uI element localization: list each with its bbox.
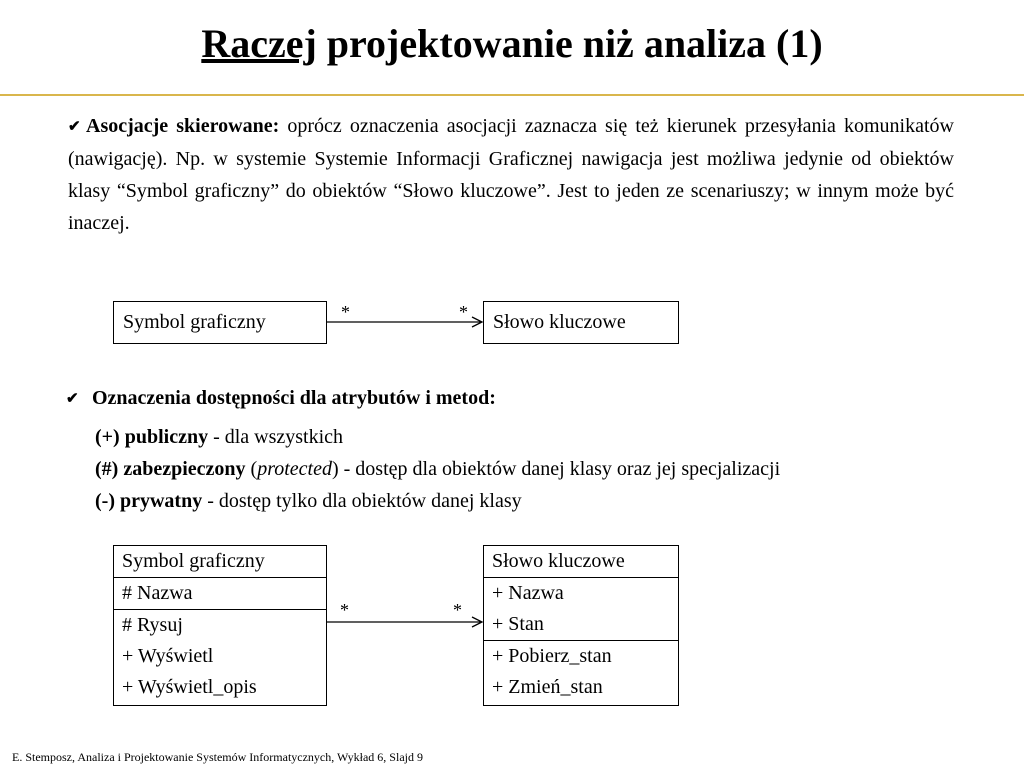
slide-title-rest: projektowanie niż analiza (1) — [316, 21, 823, 66]
private-symbol: (-) — [95, 490, 115, 512]
slide-title-underlined: Raczej — [201, 21, 317, 66]
private-desc: - dostęp tylko dla obiektów danej klasy — [202, 490, 522, 512]
association-arrow-1 — [327, 317, 482, 327]
slide-footer: E. Stemposz, Analiza i Projektowanie Systemów Informatycznych, Wykład 6, Slajd 9 — [12, 750, 423, 764]
protected-desc: ) - dostęp dla obiektów danej klasy oraz jej specjalizacji — [331, 458, 781, 480]
protected-symbol: (#) — [95, 458, 119, 480]
checkmark-icon: ✔ — [68, 119, 81, 135]
private-name: prywatny — [119, 490, 203, 512]
multiplicity-left: * — [341, 302, 350, 322]
class-name: Słowo kluczowe — [493, 311, 626, 333]
protected-name: zabezpieczony — [123, 458, 246, 480]
association-arrow-2 — [327, 617, 482, 627]
checkmark-icon: ✔ — [66, 391, 79, 407]
multiplicity-right: * — [453, 600, 462, 620]
uml-class-name: Symbol graficzny — [122, 550, 265, 572]
uml-method: # Rysuj — [122, 614, 183, 636]
uml-method: + Wyświetl — [122, 645, 214, 667]
multiplicity-right: * — [459, 302, 468, 322]
visibility-heading-text: Oznaczenia dostępności dla atrybutów i metod: — [92, 387, 496, 409]
uml-class-name: Słowo kluczowe — [492, 550, 625, 572]
uml-attribute: + Nazwa — [492, 582, 564, 604]
public-symbol: (+) — [95, 426, 120, 448]
uml-method: + Pobierz_stan — [492, 645, 612, 667]
uml-attribute: + Stan — [492, 613, 544, 635]
protected-paren: ( — [245, 458, 258, 480]
public-desc: - dla wszystkich — [208, 426, 344, 448]
multiplicity-left: * — [340, 600, 349, 620]
protected-en: protected — [257, 458, 332, 480]
paragraph-lead: Asocjacje skierowane: — [86, 115, 280, 137]
class-name: Symbol graficzny — [123, 311, 266, 333]
uml-method: + Wyświetl_opis — [122, 676, 257, 698]
uml-method: + Zmień_stan — [492, 676, 603, 698]
uml-attribute: # Nazwa — [122, 582, 193, 604]
public-name: publiczny — [124, 426, 209, 448]
paragraph-text: oprócz oznaczenia asocjacji zaznacza się też kierunek przesyłania komunikatów (nawigację). Np. w systemie Systemie Informacji Graficznej nawigacja jest możliwa jedynie od obiektów klasy “Symbol graficzny” do obiektów “Słowo kluczowe”. Jest to jeden ze scenariuszy; w innym może być inaczej. — [68, 115, 954, 234]
